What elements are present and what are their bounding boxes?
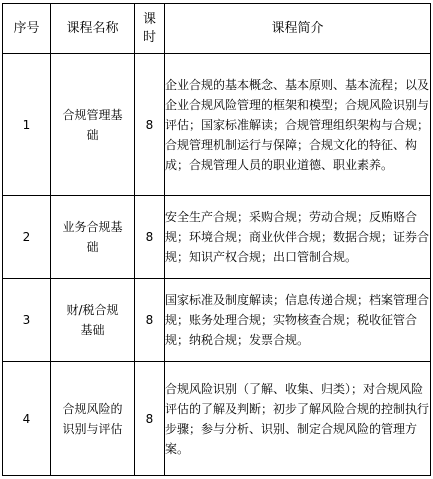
- row-course-name: [51, 54, 135, 196]
- row-description: 企业合规的基本概念、基本原则、基本流程；以及企业合规风险管理的框架和模型；合规风险识别与评估；国家标准解读；合规管理组织架构与合规；合规管理机制运行与保障；合规文化的特征、构成；合规管理人员的职业道德、职业素养。: [165, 54, 431, 196]
- header-course-name: 课程名称: [51, 4, 135, 54]
- row-hours: 8: [135, 196, 165, 279]
- row-description: 安全生产合规；采购合规；劳动合规；反贿赂合规；环境合规；商业伙伴合规；数据合规；证券合规；知识产权合规；出口管制合规。: [165, 196, 431, 279]
- row-course-name-text: 业务合规基础: [62, 220, 123, 254]
- table-header-row: [3, 4, 431, 54]
- table-row: [3, 362, 431, 476]
- header-hours: [135, 4, 165, 54]
- row-hours: 8: [135, 54, 165, 196]
- table-row: [3, 54, 431, 196]
- row-index: 3: [3, 279, 51, 362]
- row-course-name: [51, 279, 135, 362]
- table-row: [3, 279, 431, 362]
- table-row: [3, 196, 431, 279]
- row-course-name: [51, 196, 135, 279]
- row-course-name: [51, 362, 135, 476]
- row-description: 国家标准及制度解读；信息传递合规；档案管理合规；账务处理合规；实物核查合规；税收征管合规；纳税合规；发票合规。: [165, 279, 431, 362]
- row-index: 1: [3, 54, 51, 196]
- row-course-name-text: 合规风险的识别与评估: [62, 401, 123, 436]
- row-index: 2: [3, 196, 51, 279]
- row-description: 合规风险识别（了解、收集、归类）；对合规风险评估的了解及判断；初步了解风险合规的控制执行步骤；参与分析、识别、制定合规风险的管理方案。: [165, 362, 431, 476]
- header-index: 序号: [3, 4, 51, 54]
- row-course-name-text: 财/税合规基础: [66, 303, 119, 337]
- row-hours: 8: [135, 362, 165, 476]
- header-hours-text: 课时: [142, 11, 156, 45]
- row-hours: 8: [135, 279, 165, 362]
- row-course-name-text: 合规管理基础: [62, 107, 123, 142]
- course-table: [2, 3, 431, 476]
- row-index: 4: [3, 362, 51, 476]
- header-description: 课程简介: [165, 4, 431, 54]
